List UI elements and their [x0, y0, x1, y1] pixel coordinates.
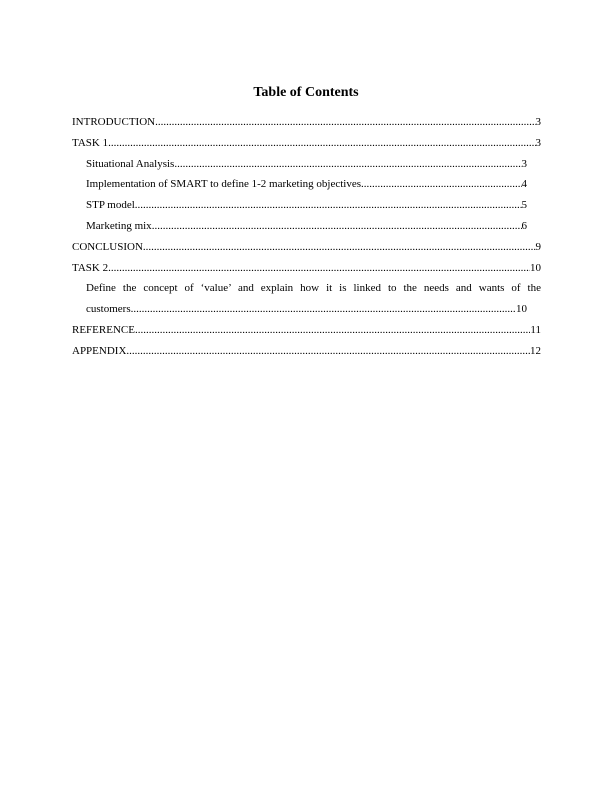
- toc-entry-smart-objectives[interactable]: [72, 174, 541, 195]
- toc-entry-label: customers: [86, 303, 131, 316]
- toc-entry-label: STP model: [86, 199, 135, 212]
- toc-entry-appendix[interactable]: [72, 341, 541, 362]
- toc-entry-marketing-mix[interactable]: [72, 216, 541, 237]
- toc-entry-label: Marketing mix: [86, 219, 152, 232]
- dot-leader: [174, 154, 521, 175]
- toc-entry-page: 4: [521, 178, 527, 191]
- toc-entry-page: 10: [516, 303, 527, 316]
- toc-entry-label: Define the concept of ‘value’ and explain how it is linked to the needs and wants of the: [86, 282, 541, 295]
- toc-entry-introduction[interactable]: [72, 112, 541, 133]
- toc-title: Table of Contents: [253, 85, 359, 100]
- dot-leader: [361, 174, 522, 195]
- toc-entry-page: 3: [521, 157, 527, 170]
- toc-entry-page: 12: [530, 344, 541, 357]
- toc-entry-page: 9: [535, 240, 541, 253]
- dot-leader: [108, 258, 530, 279]
- toc-entry-value-concept[interactable]: [72, 278, 541, 320]
- toc-entry-label-line1: [86, 278, 541, 299]
- toc-entry-conclusion[interactable]: [72, 237, 541, 258]
- dot-leader: [152, 216, 522, 237]
- toc-entry-page: 10: [530, 261, 541, 274]
- toc-entry-page: 3: [535, 116, 541, 128]
- toc-entry-page: 6: [521, 219, 527, 232]
- toc-entry-label: APPENDIX: [72, 344, 127, 357]
- toc-entry-task-2[interactable]: [72, 258, 541, 279]
- table-of-contents: [72, 112, 541, 362]
- toc-entry-label: TASK 2: [72, 261, 109, 274]
- toc-entry-reference[interactable]: [72, 320, 541, 341]
- dot-leader: [131, 299, 516, 320]
- toc-entry-label: TASK 1: [72, 136, 109, 149]
- toc-entry-label: CONCLUSION: [72, 240, 143, 253]
- toc-entry-situational-analysis[interactable]: [72, 154, 541, 175]
- dot-leader: [155, 112, 535, 133]
- toc-entry-page: 5: [521, 199, 527, 212]
- toc-entry-label-line2: [86, 299, 541, 320]
- toc-entry-label: Implementation of SMART to define 1-2 marketing objectives: [86, 178, 361, 191]
- dot-leader: [135, 195, 522, 216]
- toc-entry-page: 3: [535, 136, 541, 149]
- dot-leader: [126, 341, 530, 362]
- dot-leader: [135, 320, 530, 341]
- toc-entry-label: Situational Analysis: [86, 157, 175, 170]
- toc-entry-label: INTRODUCTION: [72, 116, 156, 128]
- toc-entry-label: REFERENCE: [72, 323, 135, 336]
- dot-leader: [143, 237, 536, 258]
- toc-entry-task-1[interactable]: [72, 133, 541, 154]
- toc-entry-page: 11: [530, 323, 541, 336]
- dot-leader: [108, 133, 535, 154]
- toc-entry-stp-model[interactable]: [72, 195, 541, 216]
